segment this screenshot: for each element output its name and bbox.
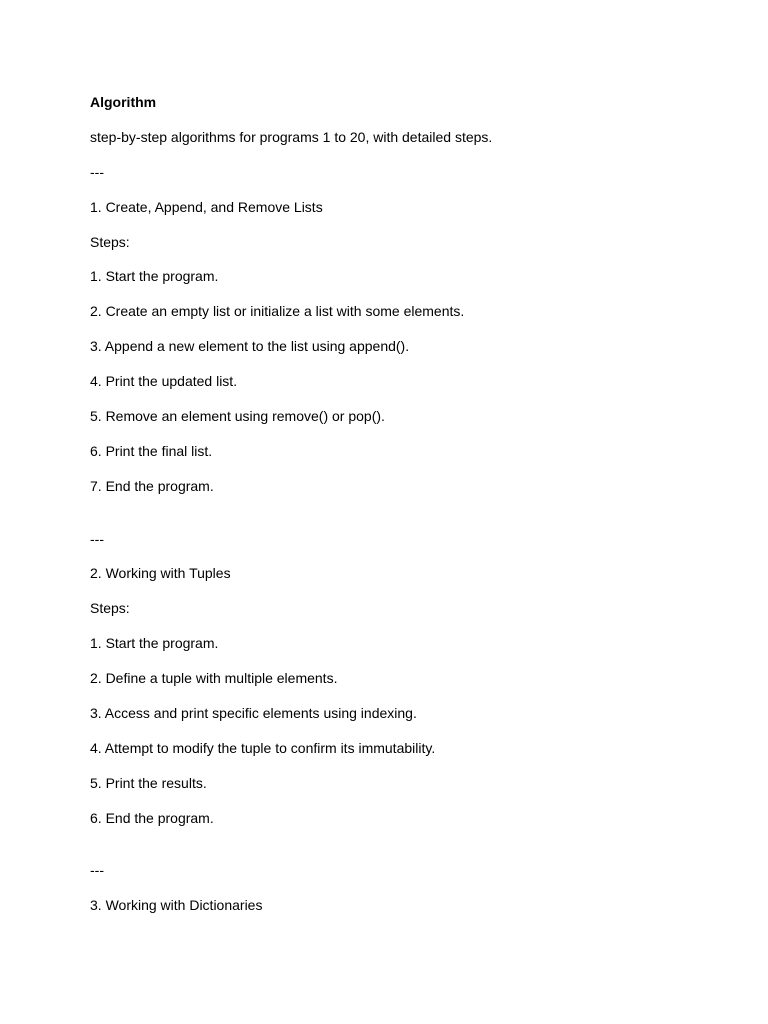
step-item: 5. Print the results. <box>90 775 207 791</box>
step-item: 5. Remove an element using remove() or pop(). <box>90 408 385 424</box>
document-title: Algorithm <box>90 94 157 110</box>
step-item: 6. Print the final list. <box>90 443 213 459</box>
step-item: 4. Attempt to modify the tuple to confirm its immutability. <box>90 740 436 756</box>
section-separator: --- <box>90 164 104 180</box>
step-item: 6. End the program. <box>90 810 214 826</box>
steps-label: Steps: <box>90 234 130 250</box>
document-intro: step-by-step algorithms for programs 1 to 20, with detailed steps. <box>90 129 493 145</box>
step-item: 3. Append a new element to the list using append(). <box>90 338 410 354</box>
section-separator: --- <box>90 531 104 547</box>
step-item: 2. Define a tuple with multiple elements. <box>90 670 338 686</box>
section-heading: 2. Working with Tuples <box>90 565 231 581</box>
section-heading: 3. Working with Dictionaries <box>90 897 263 913</box>
step-item: 1. Start the program. <box>90 268 219 284</box>
steps-label: Steps: <box>90 600 130 616</box>
step-item: 7. End the program. <box>90 478 214 494</box>
section-separator: --- <box>90 862 104 878</box>
step-item: 2. Create an empty list or initialize a list with some elements. <box>90 303 465 319</box>
step-item: 1. Start the program. <box>90 635 219 651</box>
section-heading: 1. Create, Append, and Remove Lists <box>90 199 323 215</box>
step-item: 3. Access and print specific elements using indexing. <box>90 705 417 721</box>
step-item: 4. Print the updated list. <box>90 373 238 389</box>
